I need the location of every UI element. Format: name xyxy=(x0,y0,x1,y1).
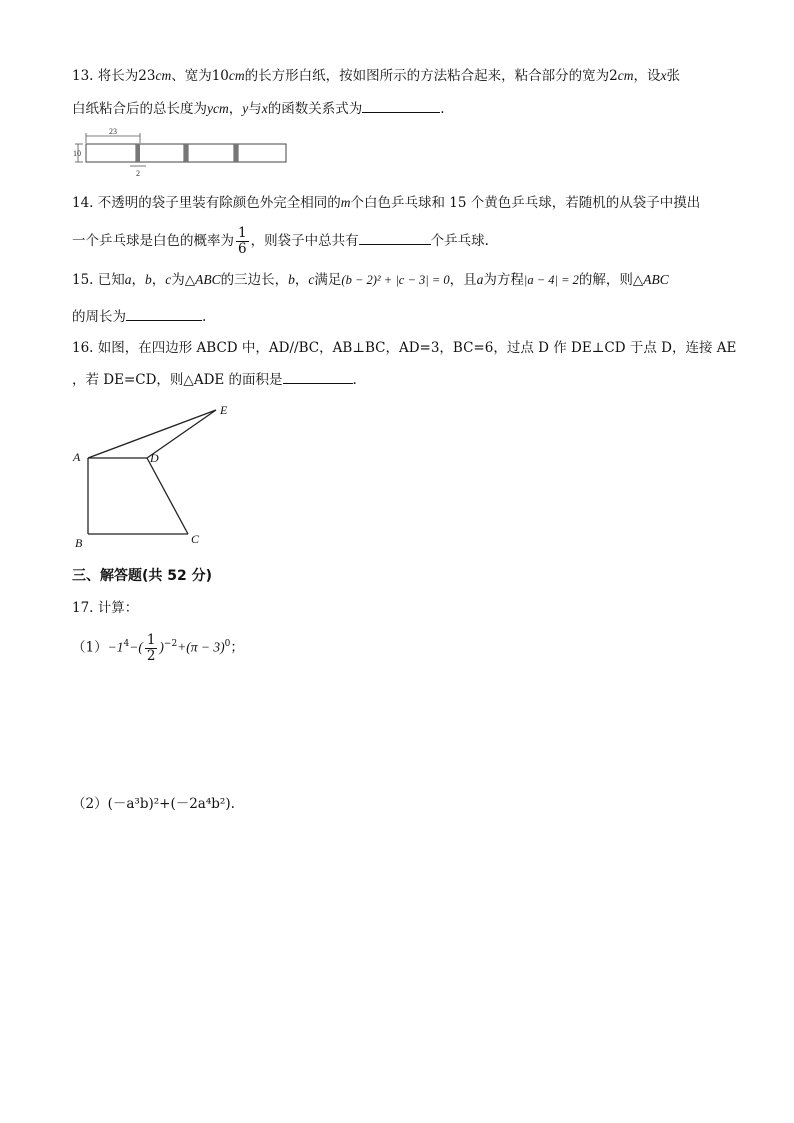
q14-line1: 14. 不透明的袋子里装有除颜色外完全相同的m个白色乒乓球和 15 个黄色乒乓球，若随机的从袋子中摸出 xyxy=(72,195,701,211)
overlap-label: 2 xyxy=(136,169,140,178)
q17-title: 17. 计算： xyxy=(72,600,139,616)
label-E: E xyxy=(220,403,228,417)
q13-line1: 13. 将长为23cm、宽为10cm的长方形白纸，按如图所示的方法粘合起来，粘合部分的宽为2cm，设x张 xyxy=(72,68,680,84)
answer-blank[interactable] xyxy=(283,369,353,384)
probability-fraction: $\frac{1}{6}$ xyxy=(238,225,247,257)
q17-part2: （2）(－a³b)²+(－2a⁴b²). xyxy=(72,796,235,812)
overlap-hatch xyxy=(234,144,238,162)
label-C: C xyxy=(191,532,200,546)
q14-line2: 一个乒乓球是白色的概率为 $\frac{1}{6}$ ，则袋子中总共有 个乒乓球. xyxy=(72,225,489,257)
segment-DC xyxy=(147,458,188,534)
section-title: 三、解答题(共 52 分) xyxy=(72,568,213,584)
length-label: 23 xyxy=(109,127,117,136)
q13-line2: 白纸粘合后的总长度为ycm，y与x的函数关系式为 . xyxy=(72,98,445,119)
q15-line2: 的周长为 . xyxy=(72,306,206,327)
q16-line1: 16. 如图，在四边形 ABCD 中，AD//BC，AB⊥BC，AD=3，BC=6，过点 D 作 DE⊥CD 于点 D，连接 AE xyxy=(72,340,737,356)
q16-line2: ，若 DE=CD，则△ADE 的面积是 . xyxy=(72,369,357,390)
overlap-hatch xyxy=(184,144,188,162)
q16-quadrilateral-figure xyxy=(70,400,240,552)
width-label: 10 xyxy=(73,149,81,158)
label-D: D xyxy=(150,451,159,465)
label-A: A xyxy=(73,450,81,464)
answer-blank[interactable] xyxy=(126,306,202,321)
q15-line1: 15. 已知a，b，c为△ABC的三边长，b，c满足(b − 2)² + |c − 3| = 0，且a为方程|a − 4| = 2的解，则△ABC xyxy=(72,272,669,288)
answer-blank[interactable] xyxy=(362,98,440,113)
half-fraction: $\frac{1}{2}$ xyxy=(146,631,156,664)
label-B: B xyxy=(75,536,83,550)
q17-part1: $(1)-1^4-$( $\frac{1}{2}$ )$^{-2}+(\pi - 3)^0$； xyxy=(72,631,244,664)
answer-blank[interactable] xyxy=(359,230,431,245)
q13-paper-strips-figure xyxy=(70,126,292,178)
overlap-hatch xyxy=(136,144,140,162)
